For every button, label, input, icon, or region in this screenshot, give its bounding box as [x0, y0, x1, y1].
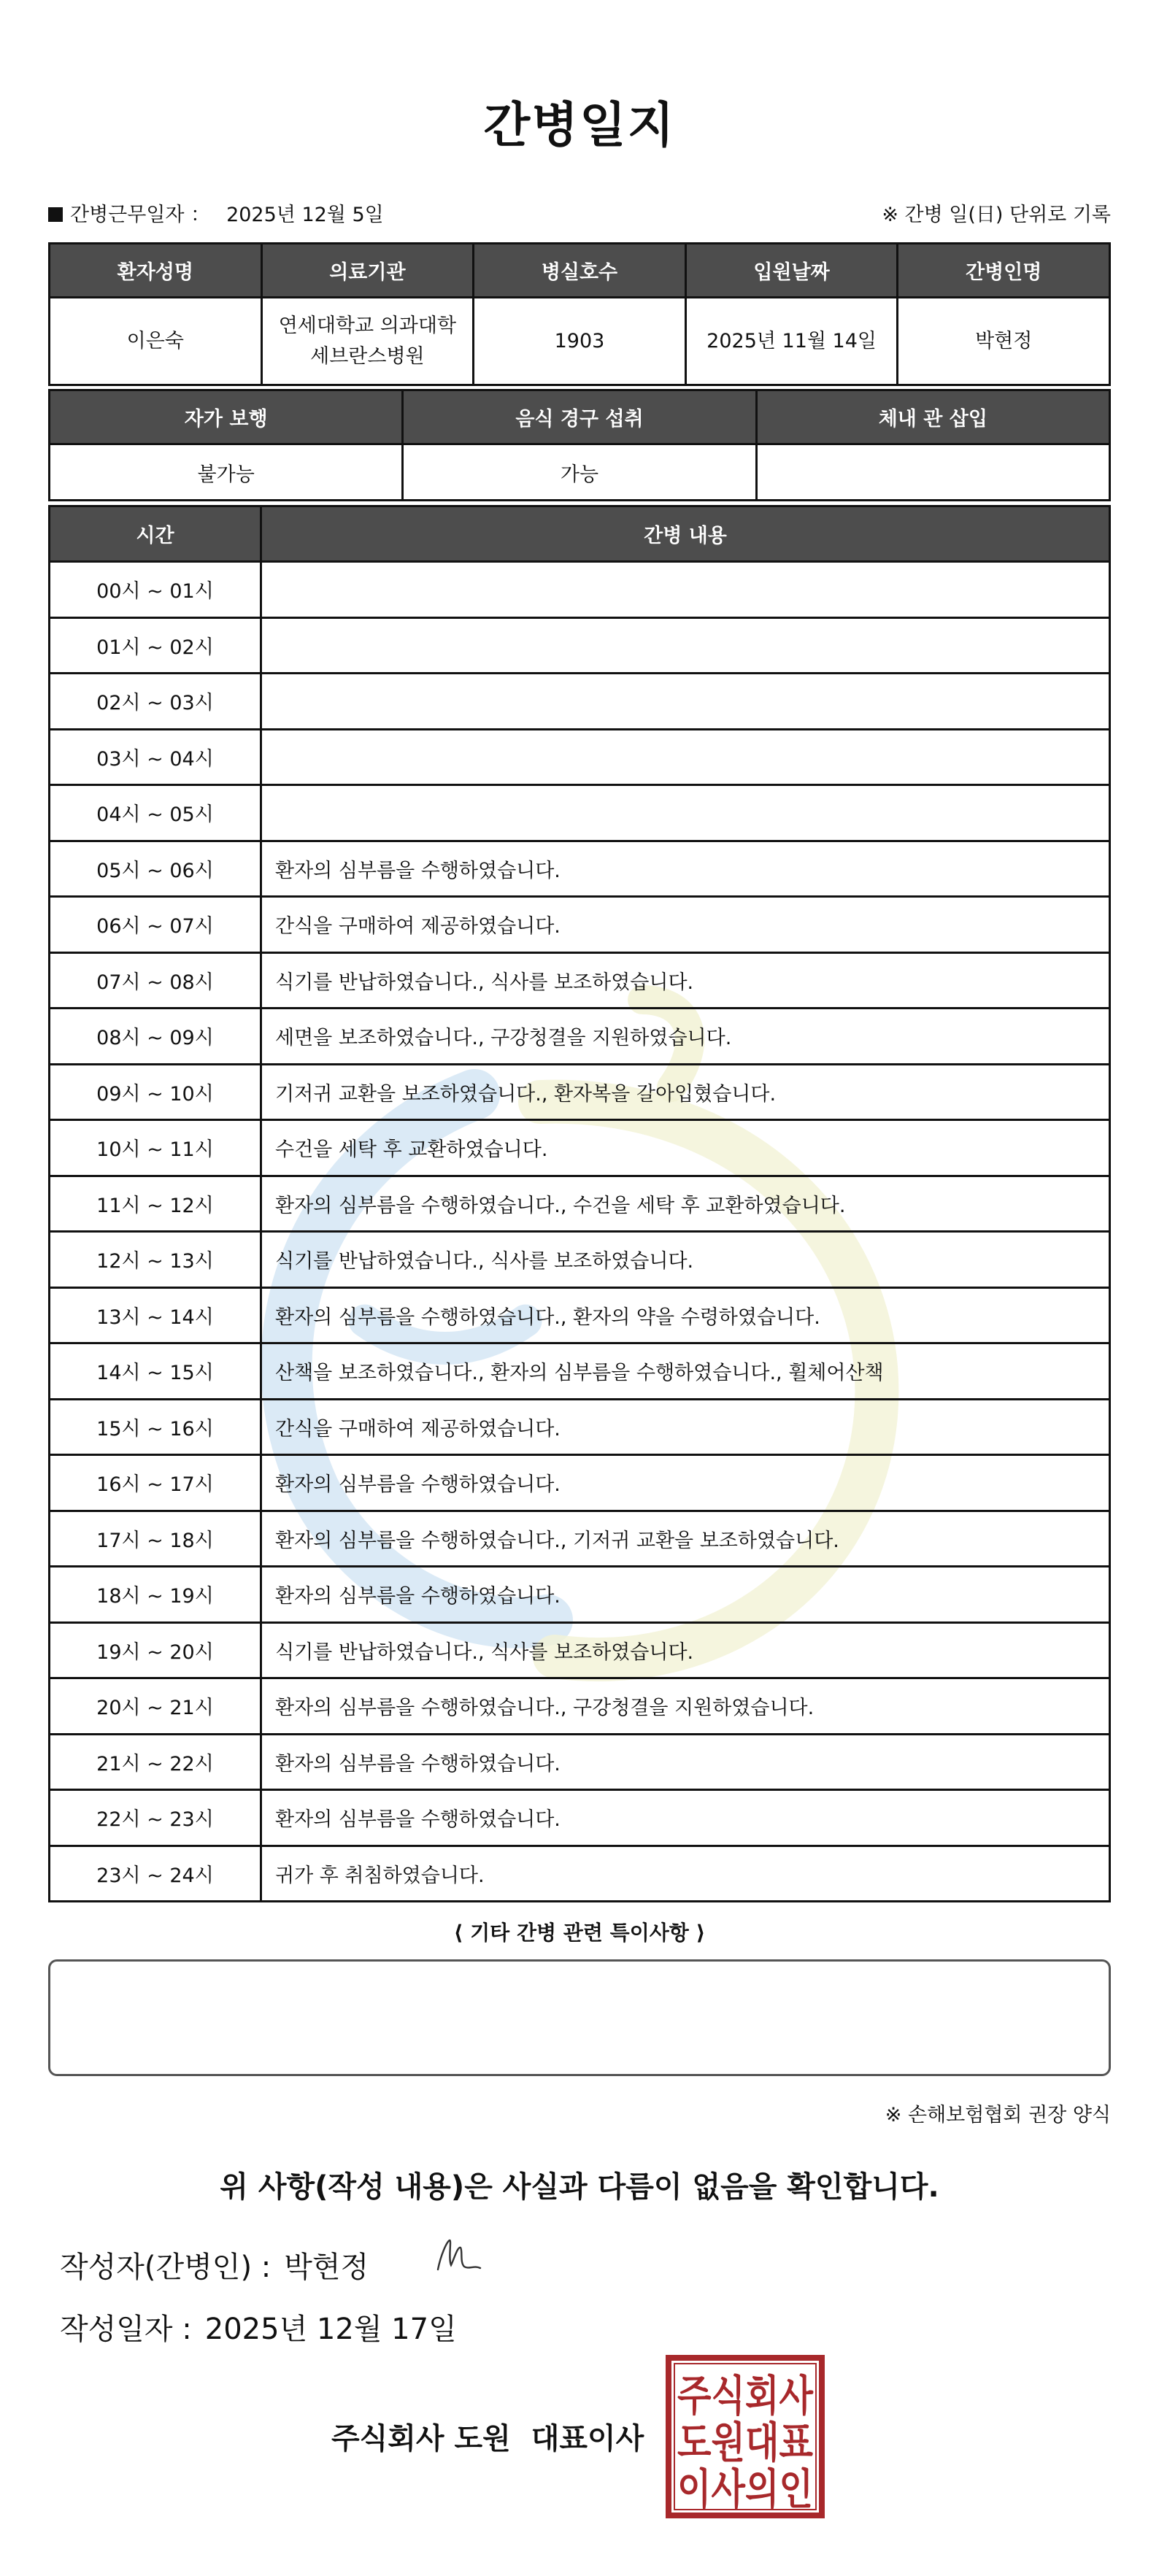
room-number: 1903 [474, 298, 686, 385]
work-date [48, 198, 384, 227]
table-row [50, 1399, 1110, 1455]
table-row [50, 841, 1110, 897]
table-row [50, 1176, 1110, 1232]
care-content: 간식을 구매하여 제공하였습니다. [261, 1399, 1110, 1455]
time-slot: 11시 ~ 12시 [50, 1176, 261, 1232]
header-time: 시간 [50, 506, 261, 562]
care-content: 환자의 심부름을 수행하였습니다. [261, 1567, 1110, 1623]
table-row [50, 1455, 1110, 1511]
work-date-value: 2025년 12월 5일 [226, 204, 384, 226]
care-content: 환자의 심부름을 수행하였습니다., 기저귀 교환을 보조하였습니다. [261, 1511, 1110, 1567]
time-slot: 07시 ~ 08시 [50, 952, 261, 1009]
care-content: 식기를 반납하였습니다., 식사를 보조하였습니다. [261, 1232, 1110, 1288]
header-caregiver: 간병인명 [898, 244, 1110, 298]
table-row [50, 1287, 1110, 1343]
care-content: 환자의 심부름을 수행하였습니다., 구강청결을 지원하였습니다. [261, 1678, 1110, 1735]
time-slot: 08시 ~ 09시 [50, 1009, 261, 1065]
table-row [50, 562, 1110, 618]
care-content: 환자의 심부름을 수행하였습니다. [261, 1455, 1110, 1511]
notes-box [48, 1959, 1111, 2076]
work-date-row [48, 198, 1111, 228]
care-content: 환자의 심부름을 수행하였습니다., 환자의 약을 수령하였습니다. [261, 1287, 1110, 1343]
care-content: 기저귀 교환을 보조하였습니다., 환자복을 갈아입혔습니다. [261, 1064, 1110, 1120]
table-row [50, 1343, 1110, 1400]
care-content [261, 617, 1110, 674]
writer-label: 작성자(간병인) : [60, 2251, 272, 2284]
care-content: 환자의 심부름을 수행하였습니다. [261, 1790, 1110, 1846]
care-content: 귀가 후 취침하였습니다. [261, 1846, 1110, 1902]
writer-line [60, 2244, 369, 2288]
care-content: 식기를 반납하였습니다., 식사를 보조하였습니다. [261, 952, 1110, 1009]
table-row [50, 952, 1110, 1009]
care-content: 간식을 구매하여 제공하였습니다. [261, 897, 1110, 953]
care-content: 세면을 보조하였습니다., 구강청결을 지원하였습니다. [261, 1009, 1110, 1065]
time-slot: 05시 ~ 06시 [50, 841, 261, 897]
time-slot: 13시 ~ 14시 [50, 1287, 261, 1343]
square-bullet-icon [48, 207, 63, 222]
care-content: 식기를 반납하였습니다., 식사를 보조하였습니다. [261, 1622, 1110, 1678]
care-content [261, 562, 1110, 618]
care-content [261, 674, 1110, 730]
header-hospital: 의료기관 [261, 244, 474, 298]
table-header-row [50, 390, 1110, 444]
written-date-line [60, 2306, 457, 2348]
table-row [50, 897, 1110, 953]
table-row [50, 1232, 1110, 1288]
time-slot: 00시 ~ 01시 [50, 562, 261, 618]
table-row [50, 1622, 1110, 1678]
table-row [50, 1064, 1110, 1120]
seal-text-line: 이사의인 [677, 2464, 813, 2514]
table-row [50, 1567, 1110, 1623]
header-room: 병실호수 [474, 244, 686, 298]
table-row [50, 674, 1110, 730]
caregiver-name: 박현정 [898, 298, 1110, 385]
hospital [261, 298, 474, 385]
seal-text-line: 주식회사 [677, 2371, 814, 2421]
header-admission-date: 입원날짜 [685, 244, 898, 298]
header-oral-intake: 음식 경구 섭취 [403, 390, 756, 444]
seal-text-line: 도원대표 [677, 2418, 813, 2467]
writer-name: 박현정 [284, 2251, 369, 2284]
tube-insertion-value [756, 444, 1109, 501]
time-slot: 10시 ~ 11시 [50, 1120, 261, 1176]
table-row [50, 1678, 1110, 1735]
time-slot: 06시 ~ 07시 [50, 897, 261, 953]
signature-icon [434, 2233, 485, 2277]
patient-name: 이은숙 [50, 298, 262, 385]
time-slot: 19시 ~ 20시 [50, 1622, 261, 1678]
time-slot: 16시 ~ 17시 [50, 1455, 261, 1511]
hospital-line1: 연세대학교 의과대학 [278, 314, 457, 337]
time-slot: 15시 ~ 16시 [50, 1399, 261, 1455]
admission-date: 2025년 11월 14일 [685, 298, 898, 385]
care-content [261, 785, 1110, 841]
patient-status-table [48, 389, 1111, 501]
table-row [50, 1846, 1110, 1902]
time-slot: 20시 ~ 21시 [50, 1678, 261, 1735]
table-header-row [50, 506, 1110, 562]
written-date-label: 작성일자 : [60, 2313, 192, 2346]
time-slot: 17시 ~ 18시 [50, 1511, 261, 1567]
table-row [50, 785, 1110, 841]
care-content: 환자의 심부름을 수행하였습니다. [261, 841, 1110, 897]
confirmation-statement: 위 사항(작성 내용)은 사실과 다름이 없음을 확인합니다. [220, 2170, 939, 2204]
time-slot: 01시 ~ 02시 [50, 617, 261, 674]
table-row [50, 729, 1110, 785]
table-row [50, 1009, 1110, 1065]
time-slot: 03시 ~ 04시 [50, 729, 261, 785]
time-slot: 21시 ~ 22시 [50, 1734, 261, 1790]
ceo-title: 대표이사 [531, 2422, 644, 2456]
written-date-value: 2025년 12월 17일 [204, 2313, 457, 2346]
care-content: 환자의 심부름을 수행하였습니다. [261, 1734, 1110, 1790]
time-slot: 23시 ~ 24시 [50, 1846, 261, 1902]
log-body [50, 562, 1110, 1902]
table-row [50, 1790, 1110, 1846]
company-line [331, 2415, 644, 2457]
header-patient-name: 환자성명 [50, 244, 262, 298]
company-seal [664, 2353, 826, 2520]
care-content: 환자의 심부름을 수행하였습니다., 수건을 세탁 후 교환하였습니다. [261, 1176, 1110, 1232]
time-slot: 09시 ~ 10시 [50, 1064, 261, 1120]
page-title: 간병일지 [483, 97, 676, 153]
hospital-line2: 세브란스병원 [310, 344, 425, 368]
time-slot: 18시 ~ 19시 [50, 1567, 261, 1623]
care-content: 수건을 세탁 후 교환하였습니다. [261, 1120, 1110, 1176]
care-content: 산책을 보조하였습니다., 환자의 심부름을 수행하였습니다., 휠체어산책 [261, 1343, 1110, 1400]
table-row [50, 1120, 1110, 1176]
hourly-log-table [48, 505, 1111, 1902]
time-slot: 14시 ~ 15시 [50, 1343, 261, 1400]
time-slot: 04시 ~ 05시 [50, 785, 261, 841]
time-slot: 02시 ~ 03시 [50, 674, 261, 730]
care-content [261, 729, 1110, 785]
table-row [50, 1734, 1110, 1790]
time-slot: 22시 ~ 23시 [50, 1790, 261, 1846]
work-date-label: 간병근무일자 ： [70, 204, 211, 226]
notes-title: ⟨ 기타 간병 관련 특이사항 ⟩ [453, 1921, 706, 1945]
table-row [50, 298, 1110, 385]
header-care-content: 간병 내용 [261, 506, 1110, 562]
form-note: ※ 손해보험협회 권장 양식 [885, 2104, 1111, 2126]
self-walking-value: 불가능 [50, 444, 403, 501]
company-name: 주식회사 도원 [331, 2422, 511, 2456]
table-row [50, 444, 1110, 501]
header-self-walking: 자가 보행 [50, 390, 403, 444]
record-note: ※ 간병 일(日) 단위로 기록 [882, 204, 1111, 226]
header-tube-insertion: 체내 관 삽입 [756, 390, 1109, 444]
patient-info-table [48, 242, 1111, 386]
table-header-row [50, 244, 1110, 298]
table-row [50, 1511, 1110, 1567]
table-row [50, 617, 1110, 674]
oral-intake-value: 가능 [403, 444, 756, 501]
time-slot: 12시 ~ 13시 [50, 1232, 261, 1288]
